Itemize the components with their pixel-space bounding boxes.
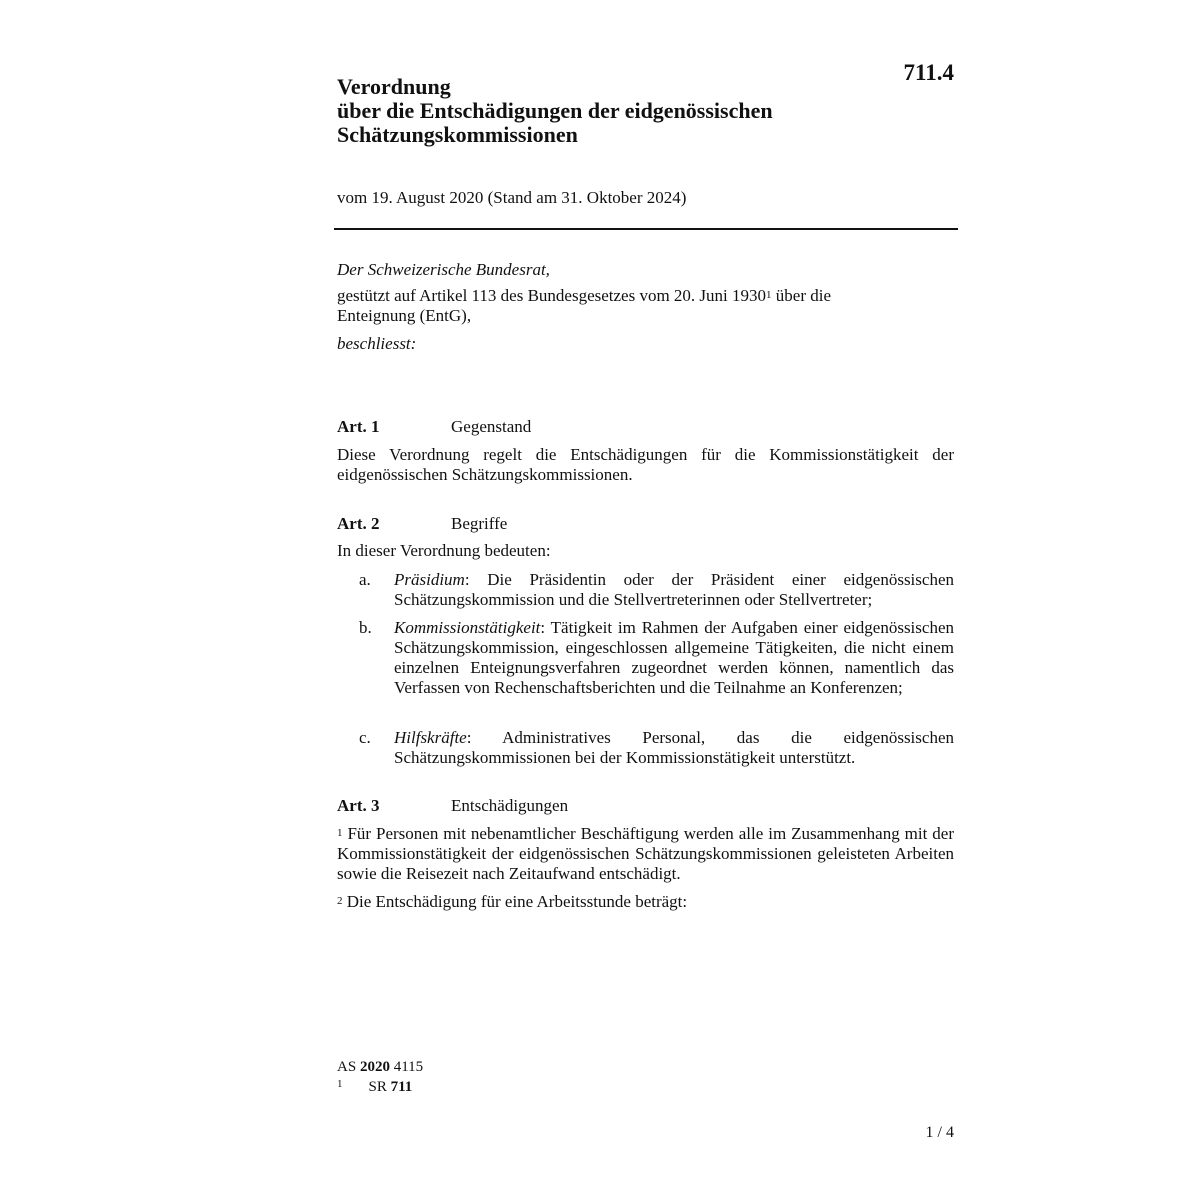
list-marker: c. xyxy=(359,728,371,747)
as-prefix: AS xyxy=(337,1059,360,1075)
sr-number: 711.4 xyxy=(903,60,954,85)
document-title xyxy=(337,75,897,147)
title-line: über die Entschädigungen der eidgenössischen xyxy=(337,98,773,123)
preamble-decision: beschliesst: xyxy=(337,334,417,353)
definition-text: : Administratives Personal, das die eidgenössischen Schätzungskommissionen bei der Kommissionstätigkeit unterstützt. xyxy=(394,728,954,767)
header-divider xyxy=(334,228,958,230)
article-title: Gegenstand xyxy=(451,417,532,436)
page-number: 1 / 4 xyxy=(925,1124,954,1141)
definition-text: : Tätigkeit im Rahmen der Aufgaben einer eidgenössischen Schätzungskommission, eingeschlossen allgemeine Tätigkeiten, die nicht einem einzelnen Enteignungsverfahren zugeordnet werden können, namentlich das Verfassen von Rechenschaftsberichten und die Teilnahme an Konferenzen; xyxy=(394,618,954,697)
article-3-paragraph xyxy=(337,892,954,912)
article-1-text: Diese Verordnung regelt die Entschädigungen für die Kommissionstätigkeit der eidgenössischen Schätzungskommissionen. xyxy=(337,445,954,484)
as-page: 4115 xyxy=(389,1059,424,1075)
article-number: Art. 1 xyxy=(337,417,380,436)
article-number: Art. 2 xyxy=(337,514,380,533)
definition-text: : Die Präsidentin oder der Präsident einer eidgenössischen Schätzungskommission und die Stellvertreterinnen oder Stellvertreter; xyxy=(394,570,954,609)
title-line: Verordnung xyxy=(337,74,451,99)
official-collection-reference xyxy=(337,1059,423,1076)
article-2-heading xyxy=(337,514,507,534)
preamble-authority: Der Schweizerische Bundesrat, xyxy=(337,260,550,279)
definition-content xyxy=(394,570,954,610)
definition-content xyxy=(394,618,954,698)
preamble-basis-text: gestützt auf Artikel 113 des Bundesgesetzes vom 20. Juni 1930 xyxy=(337,286,767,305)
definition-term: Präsidium xyxy=(394,570,465,589)
as-year: 2020 xyxy=(359,1059,390,1075)
paragraph-text: Die Entschädigung für eine Arbeitsstunde beträgt: xyxy=(342,892,688,911)
list-marker: a. xyxy=(359,570,371,589)
article-1-heading xyxy=(337,417,531,437)
preamble-basis-text-continued: über die Enteignung (EntG), xyxy=(337,286,832,325)
footnote-reference: 1 xyxy=(766,289,772,301)
date-line: vom 19. August 2020 (Stand am 31. Oktober 2024) xyxy=(337,188,687,207)
paragraph-text: Für Personen mit nebenamtlicher Beschäftigung werden alle im Zusammenhang mit der Kommissionstätigkeit der eidgenössischen Schätzungskommissionen geleisteten Arbeiten sowie die Reisezeit nach Zeitaufwand entschädigt. xyxy=(337,824,954,883)
footnote-prefix: SR xyxy=(368,1079,391,1095)
article-number: Art. 3 xyxy=(337,796,380,815)
article-title: Begriffe xyxy=(451,514,508,533)
article-title: Entschädigungen xyxy=(451,796,569,815)
paragraph-number: 1 xyxy=(337,827,343,839)
footnote-sr-number: 711 xyxy=(390,1079,413,1095)
article-3-heading xyxy=(337,796,568,816)
list-marker: b. xyxy=(359,618,372,637)
definition-term: Kommissionstätigkeit xyxy=(394,618,541,637)
footnote xyxy=(337,1079,412,1096)
preamble-basis xyxy=(337,286,897,326)
definition-content xyxy=(394,728,954,768)
footnote-mark: 1 xyxy=(337,1078,343,1090)
article-3-paragraph xyxy=(337,824,954,884)
definition-term: Hilfskräfte xyxy=(394,728,467,747)
title-line: Schätzungskommissionen xyxy=(337,122,578,147)
article-2-intro: In dieser Verordnung bedeuten: xyxy=(337,541,551,560)
paragraph-number: 2 xyxy=(337,895,343,907)
